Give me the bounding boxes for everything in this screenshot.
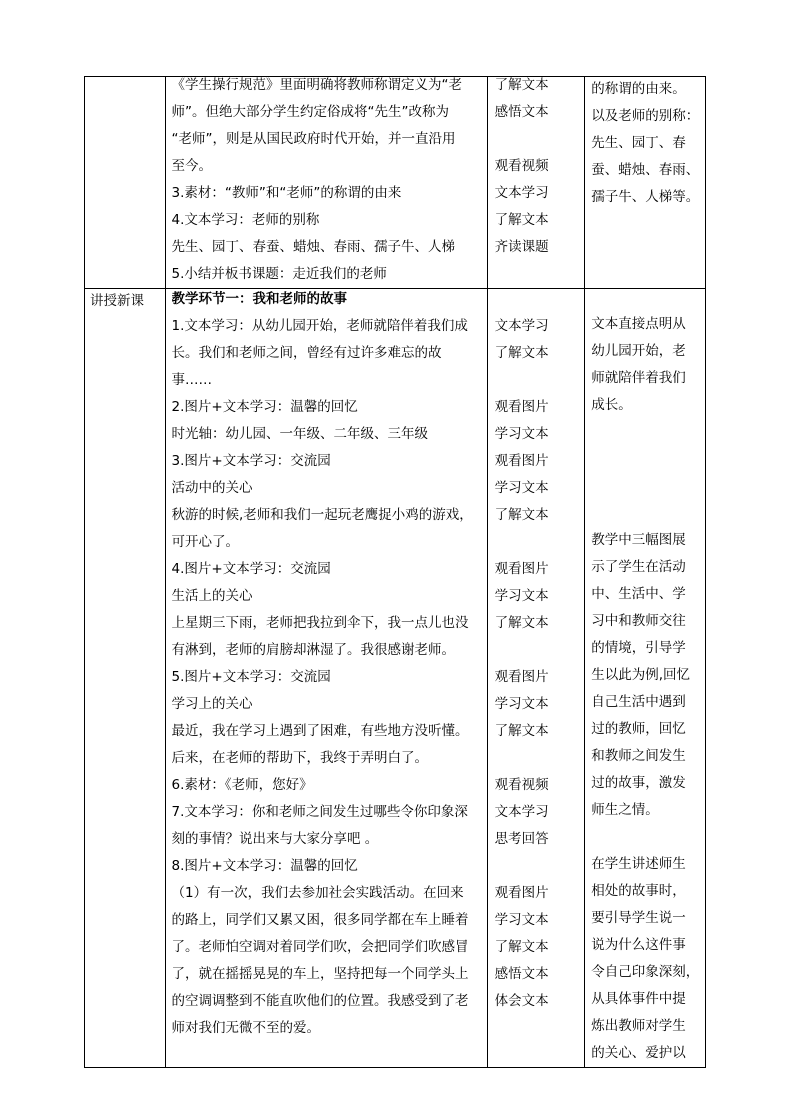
activity-line: 观看图片 <box>494 669 549 685</box>
content-line: 师”。但绝大部分学生约定俗成将“先生”改称为 <box>171 104 449 120</box>
content-line: 事…… <box>171 372 213 388</box>
activity-line: 齐读课题 <box>494 239 549 255</box>
content-line: 5.小结并板书课题：走近我们的老师 <box>171 266 387 282</box>
intent-line: 的称谓的由来。 <box>591 81 686 97</box>
content-line: 了。老师怕空调对着同学们吹，会把同学们吹感冒 <box>171 939 469 955</box>
intent-line: 自己生活中遇到 <box>591 694 686 710</box>
activity-line: 观看图片 <box>494 399 549 415</box>
intent-line: 过的故事，激发 <box>591 775 686 791</box>
content-line: 3.素材：“教师”和“老师”的称谓的由来 <box>171 185 402 201</box>
content-line: 8.图片+文本学习：温馨的回忆 <box>171 858 358 874</box>
activity-line: 了解文本 <box>494 507 549 523</box>
section-heading: 教学环节一：我和老师的故事 <box>171 291 348 307</box>
intent-line: 以及老师的别称： <box>591 108 700 124</box>
content-line: （1）有一次，我们去参加社会实践活动。在回来 <box>171 885 464 901</box>
intent-line: 成长。 <box>591 397 632 413</box>
activity-line: 学习文本 <box>494 588 549 604</box>
activity-line: 文本学习 <box>494 185 549 201</box>
content-line: 时光轴：幼儿园、一年级、二年级、三年级 <box>171 426 429 442</box>
content-line: 了，就在摇摇晃晃的车上，坚持把每一个同学头上 <box>171 966 469 982</box>
intent-cell <box>585 289 706 1068</box>
intent-line: 令自己印象深刻， <box>591 964 700 980</box>
intent-line: 要引导学生说一 <box>591 910 686 926</box>
content-line: “老师”，则是从国民政府时代开始，并一直沿用 <box>171 131 456 147</box>
content-line: 至今。 <box>171 158 213 174</box>
content-line: 生活上的关心 <box>171 588 253 604</box>
intent-line: 示了学生在活动 <box>591 559 686 575</box>
content-line: 7.文本学习：你和老师之间发生过哪些令你印象深 <box>171 804 468 820</box>
intent-line: 蚕、蜡烛、春雨、 <box>591 162 700 178</box>
section-label: 讲授新课 <box>90 293 144 309</box>
content-line: 的空调调整到不能直吹他们的位置。我感受到了老 <box>171 993 469 1009</box>
content-line: 6.素材：《老师，您好》 <box>171 777 313 793</box>
activity-line: 了解文本 <box>494 939 549 955</box>
activity-line: 文本学习 <box>494 318 549 334</box>
intent-line: 从具体事件中提 <box>591 991 686 1007</box>
intent-line: 过的教师，回忆 <box>591 721 686 737</box>
section-cell <box>85 289 166 1068</box>
content-line: 先生、园丁、春蚕、蜡烛、春雨、孺子牛、人梯 <box>171 239 456 255</box>
activity-line: 了解文本 <box>494 345 549 361</box>
intent-line: 生以此为例,回忆 <box>591 667 690 683</box>
content-line: 后来，在老师的帮助下，我终于弄明白了。 <box>171 750 429 766</box>
activity-line: 观看图片 <box>494 885 549 901</box>
content-line: 师对我们无微不至的爱。 <box>171 1020 321 1036</box>
activity-line: 思考回答 <box>494 831 549 847</box>
activity-cell <box>487 289 585 1068</box>
activity-line: 了解文本 <box>494 212 549 228</box>
content-line: 可开心了。 <box>171 534 240 550</box>
content-line: 5.图片+文本学习：交流园 <box>171 669 331 685</box>
intent-line: 习中和教师交往 <box>591 613 686 629</box>
intent-line: 说为什么这件事 <box>591 937 686 953</box>
activity-line: 体会文本 <box>494 993 549 1009</box>
intent-line: 在学生讲述师生 <box>591 856 686 872</box>
intent-line: 的关心、爱护以 <box>591 1045 686 1061</box>
intent-line: 炼出教师对学生 <box>591 1018 686 1034</box>
content-line: 有淋到，老师的肩膀却淋湿了。我很感谢老师。 <box>171 642 456 658</box>
activity-line: 了解文本 <box>494 723 549 739</box>
intent-line: 和教师之间发生 <box>591 748 686 764</box>
table-row <box>85 289 706 1068</box>
activity-line: 观看视频 <box>494 777 549 793</box>
intent-line: 幼儿园开始，老 <box>591 343 686 359</box>
intent-line: 师生之情。 <box>591 802 659 818</box>
intent-line: 中、生活中、学 <box>591 586 686 602</box>
content-line: 长。我们和老师之间，曾经有过许多难忘的故 <box>171 345 442 361</box>
content-line: 学习上的关心 <box>171 696 253 712</box>
intent-line: 教学中三幅图展 <box>591 532 686 548</box>
intent-line: 相处的故事时， <box>591 883 686 899</box>
content-line: 上星期三下雨，老师把我拉到伞下，我一点儿也没 <box>171 615 469 631</box>
activity-line: 观看图片 <box>494 561 549 577</box>
intent-line: 先生、园丁、春 <box>591 135 686 151</box>
activity-line: 文本学习 <box>494 804 549 820</box>
intent-line: 师就陪伴着我们 <box>591 370 686 386</box>
content-line: 最近，我在学习上遇到了困难，有些地方没听懂。 <box>171 723 469 739</box>
lesson-plan-table <box>84 76 706 1068</box>
activity-line: 观看图片 <box>494 453 549 469</box>
section-cell <box>85 77 166 289</box>
activity-line: 感悟文本 <box>494 104 549 120</box>
content-line: 1.文本学习：从幼儿园开始，老师就陪伴着我们成 <box>171 318 468 334</box>
content-line: 4.图片+文本学习：交流园 <box>171 561 331 577</box>
intent-line: 文本直接点明从 <box>591 316 686 332</box>
content-line: 4.文本学习：老师的别称 <box>171 212 320 228</box>
intent-line: 孺子牛、人梯等。 <box>591 189 700 205</box>
activity-cell <box>487 77 585 289</box>
activity-line: 了解文本 <box>494 615 549 631</box>
content-line: 2.图片+文本学习：温馨的回忆 <box>171 399 358 415</box>
content-line: 的路上，同学们又累又困，很多同学都在车上睡着 <box>171 912 469 928</box>
table-row <box>85 77 706 289</box>
activity-line: 学习文本 <box>494 480 549 496</box>
content-line: 活动中的关心 <box>171 480 253 496</box>
intent-cell <box>585 77 706 289</box>
activity-line: 学习文本 <box>494 912 549 928</box>
activity-line: 学习文本 <box>494 696 549 712</box>
content-cell <box>165 289 487 1068</box>
activity-line: 了解文本 <box>494 77 549 93</box>
activity-line: 感悟文本 <box>494 966 549 982</box>
content-line: 《学生操行规范》里面明确将教师称谓定义为“老 <box>171 77 463 93</box>
content-line: 秋游的时候,老师和我们一起玩老鹰捉小鸡的游戏， <box>171 507 473 523</box>
intent-line: 的情境，引导学 <box>591 640 686 656</box>
activity-line: 学习文本 <box>494 426 549 442</box>
content-line: 刻的事情？说出来与大家分享吧 。 <box>171 831 379 847</box>
activity-line: 观看视频 <box>494 158 549 174</box>
content-line: 3.图片+文本学习：交流园 <box>171 453 331 469</box>
content-cell <box>165 77 487 289</box>
